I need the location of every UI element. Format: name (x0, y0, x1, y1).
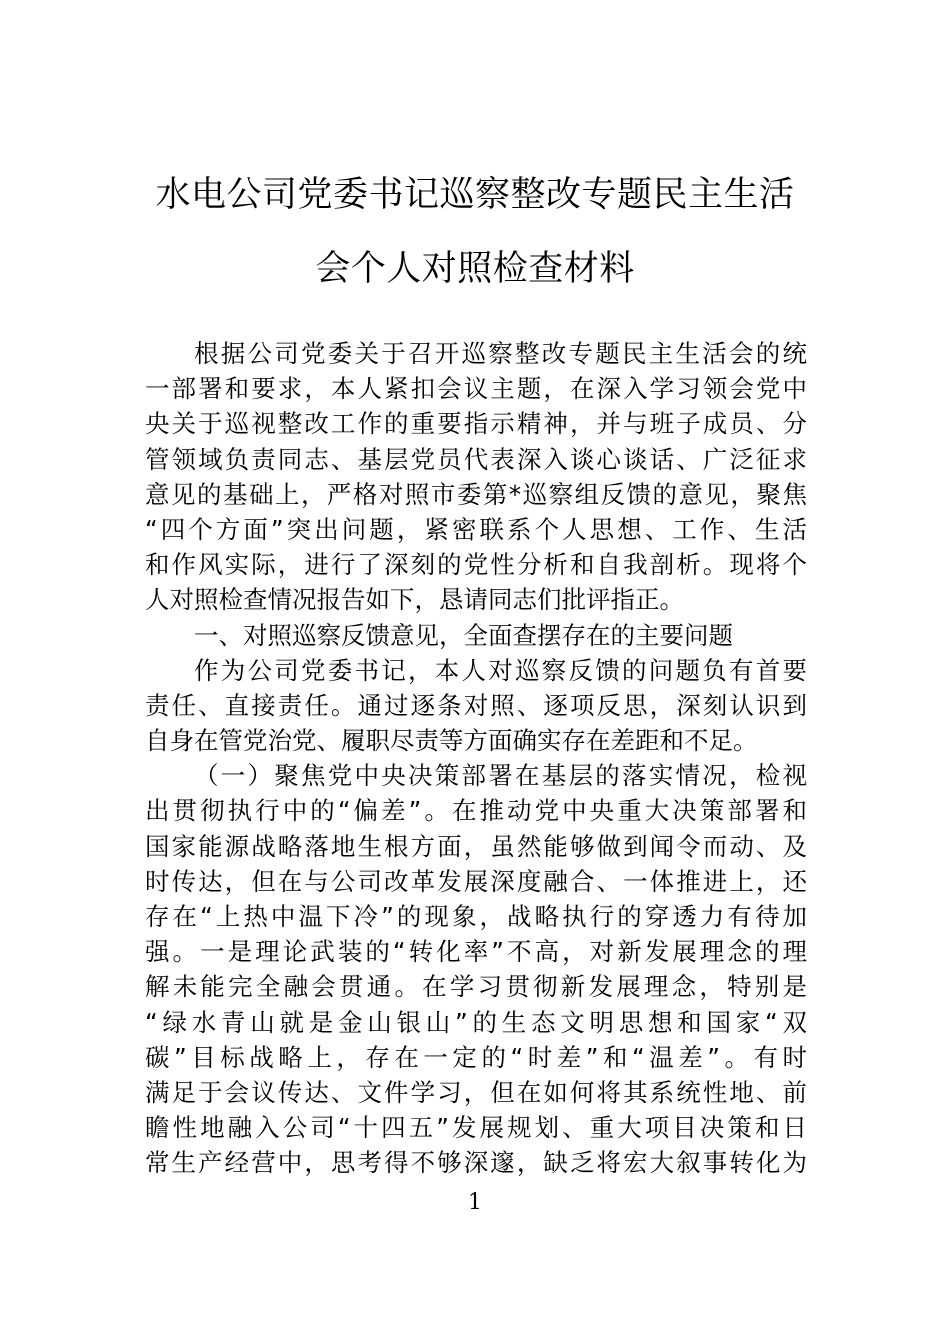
text-line: 管领域负责同志、基层党员代表深入谈心谈话、广泛征求 (145, 444, 807, 474)
document-title-line-2: 会个人对照检查材料 (315, 249, 635, 289)
text-line: 解未能完全融会贯通。在学习贯彻新发展理念，特别是 (145, 972, 807, 1002)
text-line: 存在“上热中温下冷”的现象，战略执行的穿透力有待加 (145, 902, 807, 931)
text-line: 国家能源战略落地生根方面，虽然能够做到闻令而动、及 (145, 831, 807, 861)
text-line: 时传达，但在与公司改革发展深度融合、一体推进上，还 (145, 866, 807, 896)
text-line: 作为公司党委书记，本人对巡察反馈的问题负有首要 (194, 655, 807, 685)
text-line: 强。一是理论武装的“转化率”不高，对新发展理念的理 (145, 937, 807, 967)
text-line: 自身在管党治党、履职尽责等方面确实存在差距和不足。 (145, 726, 758, 756)
text-line: 意见的基础上，严格对照市委第*巡察组反馈的意见，聚焦 (145, 479, 807, 509)
text-line: 央关于巡视整改工作的重要指示精神，并与班子成员、分 (145, 409, 807, 439)
text-line: 一部署和要求，本人紧扣会议主题，在深入学习领会党中 (145, 374, 807, 404)
text-line: “四个方面”突出问题，紧密联系个人思想、工作、生活 (145, 514, 807, 544)
text-line: 瞻性地融入公司“十四五”发展规划、重大项目决策和日 (145, 1113, 807, 1143)
text-line: 根据公司党委关于召开巡察整改专题民主生活会的统 (194, 339, 807, 368)
text-line: 人对照检查情况报告如下，恳请同志们批评指正。 (145, 585, 684, 615)
text-line: 满足于会议传达、文件学习，但在如何将其系统性地、前 (145, 1077, 807, 1107)
text-line: （一）聚焦党中央决策部署在基层的落实情况，检视 (194, 761, 807, 791)
paragraph-responsibility (145, 653, 807, 759)
text-line: 责任、直接责任。通过逐条对照、逐项反思，深刻认识到 (145, 690, 807, 720)
page-number: 1 (468, 1190, 482, 1215)
text-line: 出贯彻执行中的“偏差”。在推动党中央重大决策部署和 (145, 796, 807, 826)
text-line: 碳”目标战略上，存在一定的“时差”和“温差”。有时 (145, 1042, 807, 1072)
text-line: “绿水青山就是金山银山”的生态文明思想和国家“双 (145, 1007, 807, 1037)
document-title-line-1: 水电公司党委书记巡察整改专题民主生活 (155, 175, 795, 215)
document-body (145, 336, 807, 1181)
paragraph-intro (145, 336, 807, 618)
text-line: 和作风实际，进行了深刻的党性分析和自我剖析。现将个 (145, 550, 807, 580)
text-line: 一、对照巡察反馈意见，全面查摆存在的主要问题 (194, 620, 733, 650)
paragraph-item-one (145, 758, 807, 1180)
section-heading (145, 618, 807, 653)
text-line: 常生产经营中，思考得不够深邃，缺乏将宏大叙事转化为 (145, 1148, 807, 1178)
